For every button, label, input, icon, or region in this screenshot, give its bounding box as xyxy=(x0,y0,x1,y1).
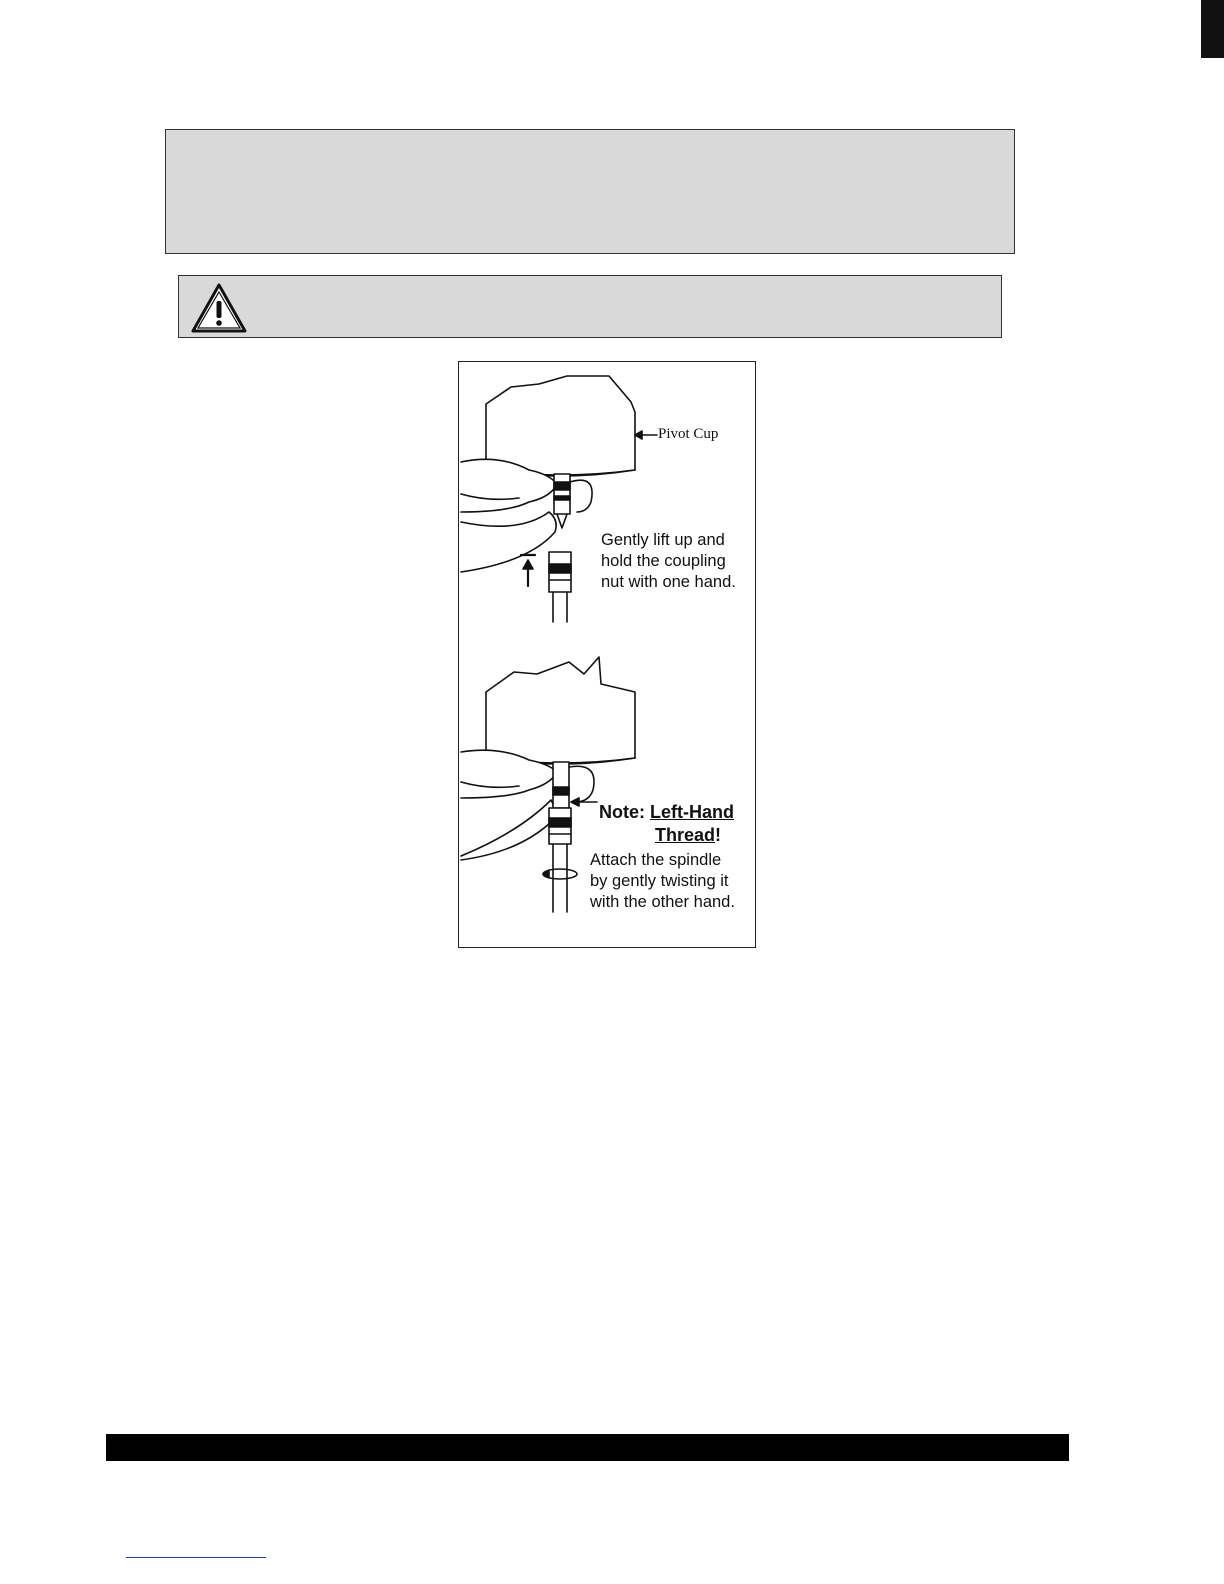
note-label xyxy=(599,801,734,824)
pivot-cup-bottom xyxy=(486,657,635,763)
note-prefix: Note: xyxy=(599,802,645,822)
warning-box xyxy=(178,275,1002,338)
step1-line2: hold the coupling xyxy=(601,552,726,570)
footer-link-underline[interactable] xyxy=(126,1557,266,1558)
step2-line3: with the other hand. xyxy=(590,893,735,911)
pivot-cup-label: Pivot Cup xyxy=(658,426,719,442)
footer-bar xyxy=(106,1434,1069,1461)
step1-line3: nut with one hand. xyxy=(601,573,736,591)
step2-line1: Attach the spindle xyxy=(590,851,722,869)
warning-triangle-icon xyxy=(190,282,248,334)
note-suffix: ! xyxy=(715,825,722,845)
step1-line1: Gently lift up and xyxy=(601,531,725,549)
note-box xyxy=(165,129,1015,254)
pivot-cup-top xyxy=(486,376,635,475)
assembly-figure xyxy=(458,361,756,948)
page-edge-mark xyxy=(1201,0,1224,58)
note-label-line2 xyxy=(655,824,721,847)
step2-line2: by gently twisting it xyxy=(590,872,729,890)
note-line1: Left-Hand xyxy=(650,802,735,822)
note-line2: Thread xyxy=(655,825,716,845)
